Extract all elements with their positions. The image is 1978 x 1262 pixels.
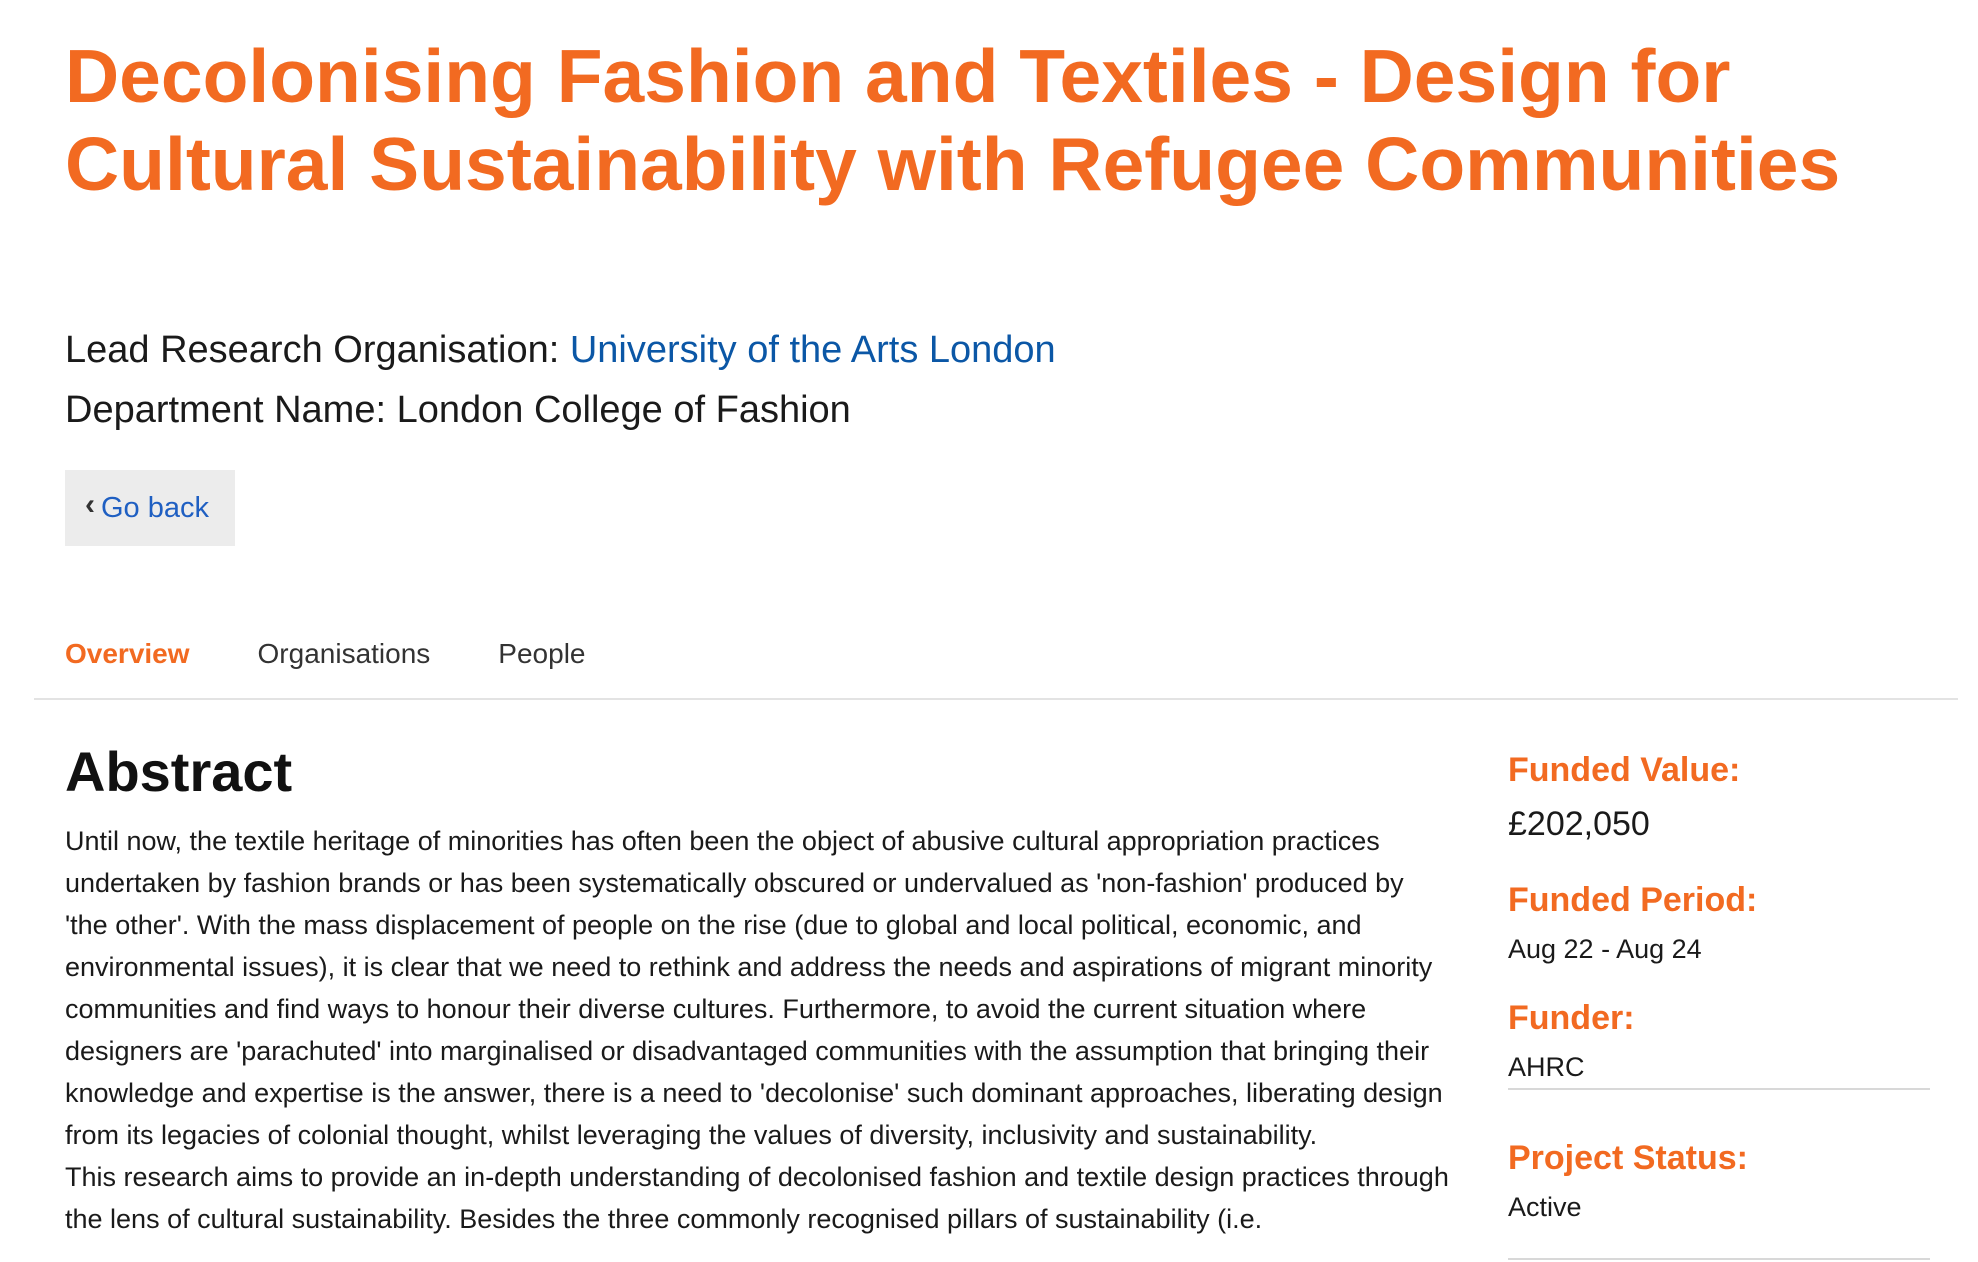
sidebar-divider [1508, 1088, 1930, 1090]
abstract-paragraph: This research aims to provide an in-depth understanding of decolonised fashion and textile design practices through the lens of cultural sustainability. Besides the three commonly recognised pillars of sustainability (i.e. [65, 1162, 1449, 1234]
funder: AHRC [1508, 1052, 1585, 1082]
lead-organisation [65, 328, 1056, 372]
chevron-left-icon: ‹ [85, 488, 95, 521]
funded-value: £202,050 [1508, 805, 1650, 843]
project-status-label: Project Status: [1508, 1139, 1748, 1177]
tab-overview[interactable]: Overview [65, 638, 190, 669]
department [65, 388, 851, 432]
sidebar-divider [1508, 1258, 1930, 1260]
tab-organisations[interactable]: Organisations [257, 638, 431, 669]
funded-period-label: Funded Period: [1508, 881, 1758, 919]
department-name: London College of Fashion [396, 389, 851, 431]
project-status: Active [1508, 1192, 1582, 1222]
tab-people[interactable]: People [498, 638, 586, 669]
tab-divider [34, 698, 1958, 700]
tab-bar [65, 638, 653, 670]
lead-organisation-link[interactable]: University of the Arts London [569, 329, 1056, 371]
abstract-heading: Abstract [65, 740, 293, 803]
funded-value-label: Funded Value: [1508, 751, 1741, 789]
project-summary-sidebar [1508, 750, 1930, 1260]
department-label: Department Name: [65, 389, 387, 431]
funded-period: Aug 22 - Aug 24 [1508, 934, 1702, 964]
go-back-button[interactable] [65, 470, 235, 546]
funder-label: Funder: [1508, 999, 1635, 1037]
abstract-body [65, 820, 1451, 1240]
abstract-paragraph: Until now, the textile heritage of minorities has often been the object of abusive cultural appropriation practices undertaken by fashion brands or has been systematically obscured or undervalued as 'non-fashion' produced by 'the other'. With the mass displacement of people on the rise (due to global and local political, economic, and environmental issues), it is clear that we need to rethink and address the needs and aspirations of migrant minority communities and find ways to honour their diverse cultures. Furthermore, to avoid the current situation where designers are 'parachuted' into marginalised or disadvantaged communities with the assumption that bringing their knowledge and expertise is the answer, there is a need to 'decolonise' such dominant approaches, liberating design from its legacies of colonial thought, whilst leveraging the values of diversity, inclusivity and sustainability. [65, 826, 1443, 1150]
lead-organisation-label: Lead Research Organisation: [65, 329, 560, 371]
page-title: Decolonising Fashion and Textiles - Design for Cultural Sustainability with Refugee Communities [65, 34, 1841, 206]
go-back-label: Go back [101, 491, 209, 524]
